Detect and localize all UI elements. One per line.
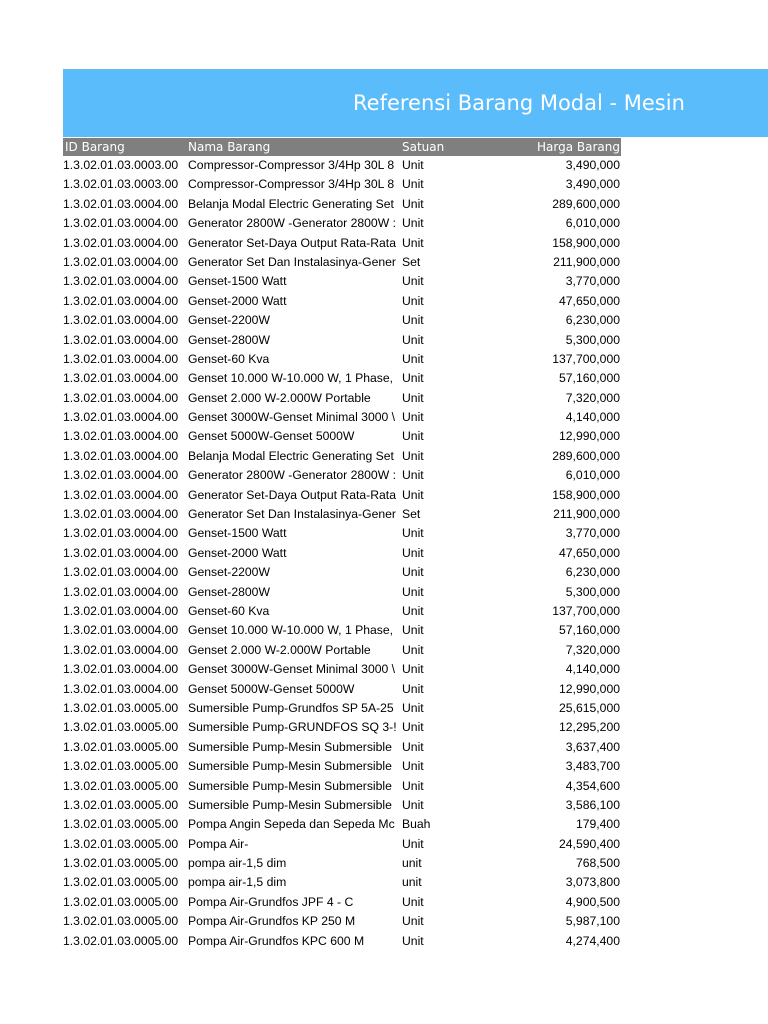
cell-satuan: unit bbox=[402, 856, 422, 871]
cell-harga-barang: 3,770,000 bbox=[565, 526, 620, 541]
table-row bbox=[63, 893, 621, 912]
table-row bbox=[63, 932, 621, 951]
cell-id-barang: 1.3.02.01.03.0004.00 bbox=[63, 681, 179, 696]
cell-satuan: Unit bbox=[402, 487, 424, 502]
cell-nama-barang: Genset 10.000 W-10.000 W, 1 Phase, bbox=[188, 623, 394, 638]
header-harga-barang: Harga Barang bbox=[537, 140, 620, 154]
cell-nama-barang: Genset-2800W bbox=[188, 584, 270, 599]
cell-satuan: Unit bbox=[402, 216, 424, 231]
cell-satuan: Unit bbox=[402, 933, 424, 948]
cell-satuan: Unit bbox=[402, 196, 424, 211]
cell-nama-barang: Pompa Air-Grundfos KPC 600 M bbox=[188, 933, 365, 948]
cell-id-barang: 1.3.02.01.03.0005.00 bbox=[63, 914, 179, 929]
cell-id-barang: 1.3.02.01.03.0005.00 bbox=[63, 856, 179, 871]
cell-id-barang: 1.3.02.01.03.0004.00 bbox=[63, 254, 179, 269]
cell-nama-barang: Compressor-Compressor 3/4Hp 30L 8 bbox=[188, 158, 395, 172]
cell-nama-barang: Genset-2000 Watt bbox=[188, 545, 287, 560]
table-body bbox=[63, 156, 621, 951]
cell-satuan: Set bbox=[402, 507, 421, 522]
cell-id-barang: 1.3.02.01.03.0004.00 bbox=[63, 662, 179, 677]
cell-satuan: Unit bbox=[402, 545, 424, 560]
cell-id-barang: 1.3.02.01.03.0004.00 bbox=[63, 468, 179, 483]
cell-satuan: Unit bbox=[402, 584, 424, 599]
cell-harga-barang: 25,615,000 bbox=[559, 700, 620, 715]
cell-nama-barang: Belanja Modal Electric Generating Set bbox=[188, 196, 394, 211]
cell-satuan: Unit bbox=[402, 681, 424, 696]
cell-nama-barang: Genset-2200W bbox=[188, 565, 270, 580]
cell-nama-barang: Sumersible Pump-Mesin Submersible bbox=[188, 739, 392, 754]
cell-id-barang: 1.3.02.01.03.0005.00 bbox=[63, 836, 179, 851]
table-row bbox=[63, 486, 621, 505]
cell-satuan: Unit bbox=[402, 662, 424, 677]
cell-id-barang: 1.3.02.01.03.0004.00 bbox=[63, 565, 179, 580]
cell-nama-barang: Genset-60 Kva bbox=[188, 351, 270, 366]
header-id-barang: ID Barang bbox=[65, 140, 125, 154]
sheet-title: Referensi Barang Modal - Mesin bbox=[353, 91, 685, 115]
cell-satuan: Unit bbox=[402, 313, 424, 328]
cell-satuan: Unit bbox=[402, 623, 424, 638]
table-row bbox=[63, 234, 621, 253]
cell-satuan: Unit bbox=[402, 274, 424, 289]
cell-satuan: Unit bbox=[402, 448, 424, 463]
cell-nama-barang: Genset 2.000 W-2.000W Portable bbox=[188, 642, 371, 657]
cell-id-barang: 1.3.02.01.03.0003.00 bbox=[63, 158, 179, 172]
cell-harga-barang: 6,230,000 bbox=[565, 565, 620, 580]
table-row bbox=[63, 873, 621, 892]
table-row bbox=[63, 408, 621, 427]
cell-harga-barang: 211,900,000 bbox=[553, 254, 620, 269]
table-row bbox=[63, 175, 621, 194]
cell-id-barang: 1.3.02.01.03.0005.00 bbox=[63, 739, 179, 754]
table-row bbox=[63, 253, 621, 272]
cell-nama-barang: Genset-2800W bbox=[188, 332, 270, 347]
cell-harga-barang: 289,600,000 bbox=[552, 196, 620, 211]
cell-nama-barang: Generator 2800W -Generator 2800W : bbox=[188, 216, 396, 231]
cell-nama-barang: Pompa Air-Grundfos JPF 4 - C bbox=[188, 894, 354, 909]
cell-id-barang: 1.3.02.01.03.0004.00 bbox=[63, 526, 179, 541]
cell-harga-barang: 5,987,100 bbox=[565, 914, 620, 929]
cell-nama-barang: Pompa Air-Grundfos KP 250 M bbox=[188, 914, 356, 929]
cell-harga-barang: 158,900,000 bbox=[552, 235, 620, 250]
cell-satuan: Unit bbox=[402, 603, 424, 618]
cell-harga-barang: 158,900,000 bbox=[552, 487, 620, 502]
cell-id-barang: 1.3.02.01.03.0004.00 bbox=[63, 196, 179, 211]
cell-harga-barang: 3,483,700 bbox=[565, 759, 620, 774]
table-row bbox=[63, 641, 621, 660]
cell-nama-barang: pompa air-1,5 dim bbox=[188, 875, 287, 890]
table-row bbox=[63, 331, 621, 350]
cell-nama-barang: Sumersible Pump-Mesin Submersible bbox=[188, 797, 392, 812]
cell-satuan: Set bbox=[402, 254, 421, 269]
table-row bbox=[63, 660, 621, 679]
cell-id-barang: 1.3.02.01.03.0004.00 bbox=[63, 603, 179, 618]
table-row bbox=[63, 815, 621, 834]
table-header bbox=[63, 138, 621, 156]
cell-harga-barang: 24,590,400 bbox=[559, 836, 620, 851]
table-row bbox=[63, 621, 621, 640]
table-row bbox=[63, 544, 621, 563]
cell-harga-barang: 6,230,000 bbox=[565, 313, 620, 328]
table-row bbox=[63, 195, 621, 214]
cell-satuan: unit bbox=[402, 875, 422, 890]
cell-harga-barang: 768,500 bbox=[575, 856, 620, 871]
cell-harga-barang: 4,274,400 bbox=[565, 933, 620, 948]
cell-harga-barang: 57,160,000 bbox=[559, 623, 620, 638]
cell-nama-barang: Genset 3000W-Genset Minimal 3000 \ bbox=[188, 410, 396, 425]
cell-id-barang: 1.3.02.01.03.0004.00 bbox=[63, 429, 179, 444]
cell-harga-barang: 7,320,000 bbox=[565, 642, 620, 657]
cell-satuan: Unit bbox=[402, 410, 424, 425]
cell-satuan: Unit bbox=[402, 371, 424, 386]
cell-nama-barang: Compressor-Compressor 3/4Hp 30L 8 bbox=[188, 177, 395, 192]
cell-nama-barang: Generator Set-Daya Output Rata-Rata bbox=[188, 487, 396, 502]
cell-satuan: Unit bbox=[402, 914, 424, 929]
cell-harga-barang: 4,354,600 bbox=[565, 778, 620, 793]
cell-nama-barang: Generator Set Dan Instalasinya-Gener bbox=[188, 254, 396, 269]
cell-satuan: Unit bbox=[402, 759, 424, 774]
cell-nama-barang: Genset-2000 Watt bbox=[188, 293, 287, 308]
cell-nama-barang: Genset 5000W-Genset 5000W bbox=[188, 429, 355, 444]
cell-id-barang: 1.3.02.01.03.0005.00 bbox=[63, 817, 179, 832]
cell-id-barang: 1.3.02.01.03.0005.00 bbox=[63, 894, 179, 909]
cell-satuan: Unit bbox=[402, 894, 424, 909]
cell-id-barang: 1.3.02.01.03.0004.00 bbox=[63, 235, 179, 250]
cell-harga-barang: 289,600,000 bbox=[552, 448, 620, 463]
cell-nama-barang: Genset 2.000 W-2.000W Portable bbox=[188, 390, 371, 405]
cell-harga-barang: 211,900,000 bbox=[553, 507, 620, 522]
cell-nama-barang: Belanja Modal Electric Generating Set bbox=[188, 448, 394, 463]
cell-id-barang: 1.3.02.01.03.0005.00 bbox=[63, 797, 179, 812]
cell-satuan: Unit bbox=[402, 565, 424, 580]
cell-nama-barang: Generator Set Dan Instalasinya-Gener bbox=[188, 507, 396, 522]
cell-harga-barang: 3,770,000 bbox=[565, 274, 620, 289]
table-row bbox=[63, 214, 621, 233]
cell-nama-barang: Sumersible Pump-GRUNDFOS SQ 3-! bbox=[188, 720, 397, 735]
cell-id-barang: 1.3.02.01.03.0004.00 bbox=[63, 410, 179, 425]
cell-id-barang: 1.3.02.01.03.0004.00 bbox=[63, 584, 179, 599]
cell-id-barang: 1.3.02.01.03.0005.00 bbox=[63, 778, 179, 793]
table-row bbox=[63, 563, 621, 582]
cell-nama-barang: Genset 10.000 W-10.000 W, 1 Phase, bbox=[188, 371, 394, 386]
cell-satuan: Buah bbox=[402, 817, 431, 832]
cell-id-barang: 1.3.02.01.03.0005.00 bbox=[63, 700, 179, 715]
cell-nama-barang: Generator 2800W -Generator 2800W : bbox=[188, 468, 396, 483]
cell-id-barang: 1.3.02.01.03.0004.00 bbox=[63, 487, 179, 502]
cell-harga-barang: 3,586,100 bbox=[565, 797, 620, 812]
cell-harga-barang: 12,295,200 bbox=[559, 720, 620, 735]
cell-harga-barang: 4,900,500 bbox=[565, 894, 620, 909]
table-row bbox=[63, 447, 621, 466]
cell-nama-barang: Genset-1500 Watt bbox=[188, 526, 287, 541]
table-row bbox=[63, 311, 621, 330]
table-row bbox=[63, 389, 621, 408]
cell-id-barang: 1.3.02.01.03.0005.00 bbox=[63, 875, 179, 890]
cell-harga-barang: 4,140,000 bbox=[565, 410, 620, 425]
header-satuan: Satuan bbox=[402, 140, 445, 154]
cell-satuan: Unit bbox=[402, 778, 424, 793]
table-row bbox=[63, 602, 621, 621]
cell-satuan: Unit bbox=[402, 390, 424, 405]
cell-nama-barang: Genset-2200W bbox=[188, 313, 270, 328]
table-row bbox=[63, 505, 621, 524]
cell-id-barang: 1.3.02.01.03.0004.00 bbox=[63, 390, 179, 405]
table-row bbox=[63, 156, 621, 175]
table-row bbox=[63, 583, 621, 602]
cell-satuan: Unit bbox=[402, 468, 424, 483]
cell-harga-barang: 3,073,800 bbox=[565, 875, 620, 890]
cell-harga-barang: 4,140,000 bbox=[565, 662, 620, 677]
cell-satuan: Unit bbox=[402, 739, 424, 754]
table-row bbox=[63, 854, 621, 873]
table-row bbox=[63, 466, 621, 485]
cell-id-barang: 1.3.02.01.03.0004.00 bbox=[63, 293, 179, 308]
table-row bbox=[63, 718, 621, 737]
table-row bbox=[63, 912, 621, 931]
cell-satuan: Unit bbox=[402, 351, 424, 366]
cell-satuan: Unit bbox=[402, 429, 424, 444]
table-row bbox=[63, 796, 621, 815]
cell-harga-barang: 5,300,000 bbox=[565, 584, 620, 599]
table-row bbox=[63, 524, 621, 543]
table-row bbox=[63, 427, 621, 446]
cell-satuan: Unit bbox=[402, 177, 424, 192]
cell-id-barang: 1.3.02.01.03.0004.00 bbox=[63, 313, 179, 328]
cell-harga-barang: 5,300,000 bbox=[565, 332, 620, 347]
cell-harga-barang: 12,990,000 bbox=[559, 429, 620, 444]
cell-harga-barang: 12,990,000 bbox=[559, 681, 620, 696]
cell-id-barang: 1.3.02.01.03.0004.00 bbox=[63, 274, 179, 289]
cell-id-barang: 1.3.02.01.03.0003.00 bbox=[63, 177, 179, 192]
cell-nama-barang: Sumersible Pump-Mesin Submersible bbox=[188, 778, 392, 793]
cell-id-barang: 1.3.02.01.03.0005.00 bbox=[63, 933, 179, 948]
cell-harga-barang: 47,650,000 bbox=[559, 545, 620, 560]
cell-satuan: Unit bbox=[402, 720, 424, 735]
cell-nama-barang: Genset 5000W-Genset 5000W bbox=[188, 681, 355, 696]
cell-nama-barang: pompa air-1,5 dim bbox=[188, 856, 287, 871]
cell-harga-barang: 47,650,000 bbox=[559, 293, 620, 308]
cell-satuan: Unit bbox=[402, 797, 424, 812]
cell-harga-barang: 57,160,000 bbox=[559, 371, 620, 386]
cell-nama-barang: Genset-1500 Watt bbox=[188, 274, 287, 289]
cell-harga-barang: 3,637,400 bbox=[565, 739, 620, 754]
cell-nama-barang: Sumersible Pump-Mesin Submersible bbox=[188, 759, 392, 774]
cell-id-barang: 1.3.02.01.03.0004.00 bbox=[63, 623, 179, 638]
cell-nama-barang: Sumersible Pump-Grundfos SP 5A-25 bbox=[188, 700, 394, 715]
table-row bbox=[63, 272, 621, 291]
cell-id-barang: 1.3.02.01.03.0004.00 bbox=[63, 216, 179, 231]
cell-harga-barang: 6,010,000 bbox=[565, 468, 620, 483]
cell-nama-barang: Genset 3000W-Genset Minimal 3000 \ bbox=[188, 662, 396, 677]
table-row bbox=[63, 835, 621, 854]
cell-harga-barang: 3,490,000 bbox=[565, 177, 620, 192]
cell-nama-barang: Generator Set-Daya Output Rata-Rata bbox=[188, 235, 396, 250]
cell-satuan: Unit bbox=[402, 293, 424, 308]
cell-satuan: Unit bbox=[402, 642, 424, 657]
table-row bbox=[63, 350, 621, 369]
cell-nama-barang: Pompa Angin Sepeda dan Sepeda Mc bbox=[188, 817, 395, 832]
cell-id-barang: 1.3.02.01.03.0004.00 bbox=[63, 351, 179, 366]
cell-id-barang: 1.3.02.01.03.0004.00 bbox=[63, 545, 179, 560]
title-banner bbox=[63, 69, 768, 137]
cell-harga-barang: 7,320,000 bbox=[565, 390, 620, 405]
cell-harga-barang: 137,700,000 bbox=[552, 603, 620, 618]
cell-id-barang: 1.3.02.01.03.0004.00 bbox=[63, 507, 179, 522]
cell-harga-barang: 137,700,000 bbox=[552, 351, 620, 366]
cell-satuan: Unit bbox=[402, 526, 424, 541]
cell-harga-barang: 179,400 bbox=[575, 817, 620, 832]
table-row bbox=[63, 680, 621, 699]
cell-satuan: Unit bbox=[402, 158, 424, 172]
table-row bbox=[63, 699, 621, 718]
cell-satuan: Unit bbox=[402, 700, 424, 715]
cell-nama-barang: Genset-60 Kva bbox=[188, 603, 270, 618]
cell-satuan: Unit bbox=[402, 235, 424, 250]
table-row bbox=[63, 777, 621, 796]
table-row bbox=[63, 292, 621, 311]
cell-satuan: Unit bbox=[402, 332, 424, 347]
header-nama-barang: Nama Barang bbox=[188, 140, 271, 154]
cell-id-barang: 1.3.02.01.03.0005.00 bbox=[63, 720, 179, 735]
table-row bbox=[63, 369, 621, 388]
cell-id-barang: 1.3.02.01.03.0004.00 bbox=[63, 448, 179, 463]
cell-id-barang: 1.3.02.01.03.0004.00 bbox=[63, 642, 179, 657]
cell-harga-barang: 6,010,000 bbox=[565, 216, 620, 231]
cell-nama-barang: Pompa Air- bbox=[188, 836, 249, 851]
cell-id-barang: 1.3.02.01.03.0004.00 bbox=[63, 371, 179, 386]
table-row bbox=[63, 738, 621, 757]
cell-satuan: Unit bbox=[402, 836, 424, 851]
cell-id-barang: 1.3.02.01.03.0005.00 bbox=[63, 759, 179, 774]
table-row bbox=[63, 757, 621, 776]
cell-harga-barang: 3,490,000 bbox=[565, 158, 620, 172]
cell-id-barang: 1.3.02.01.03.0004.00 bbox=[63, 332, 179, 347]
